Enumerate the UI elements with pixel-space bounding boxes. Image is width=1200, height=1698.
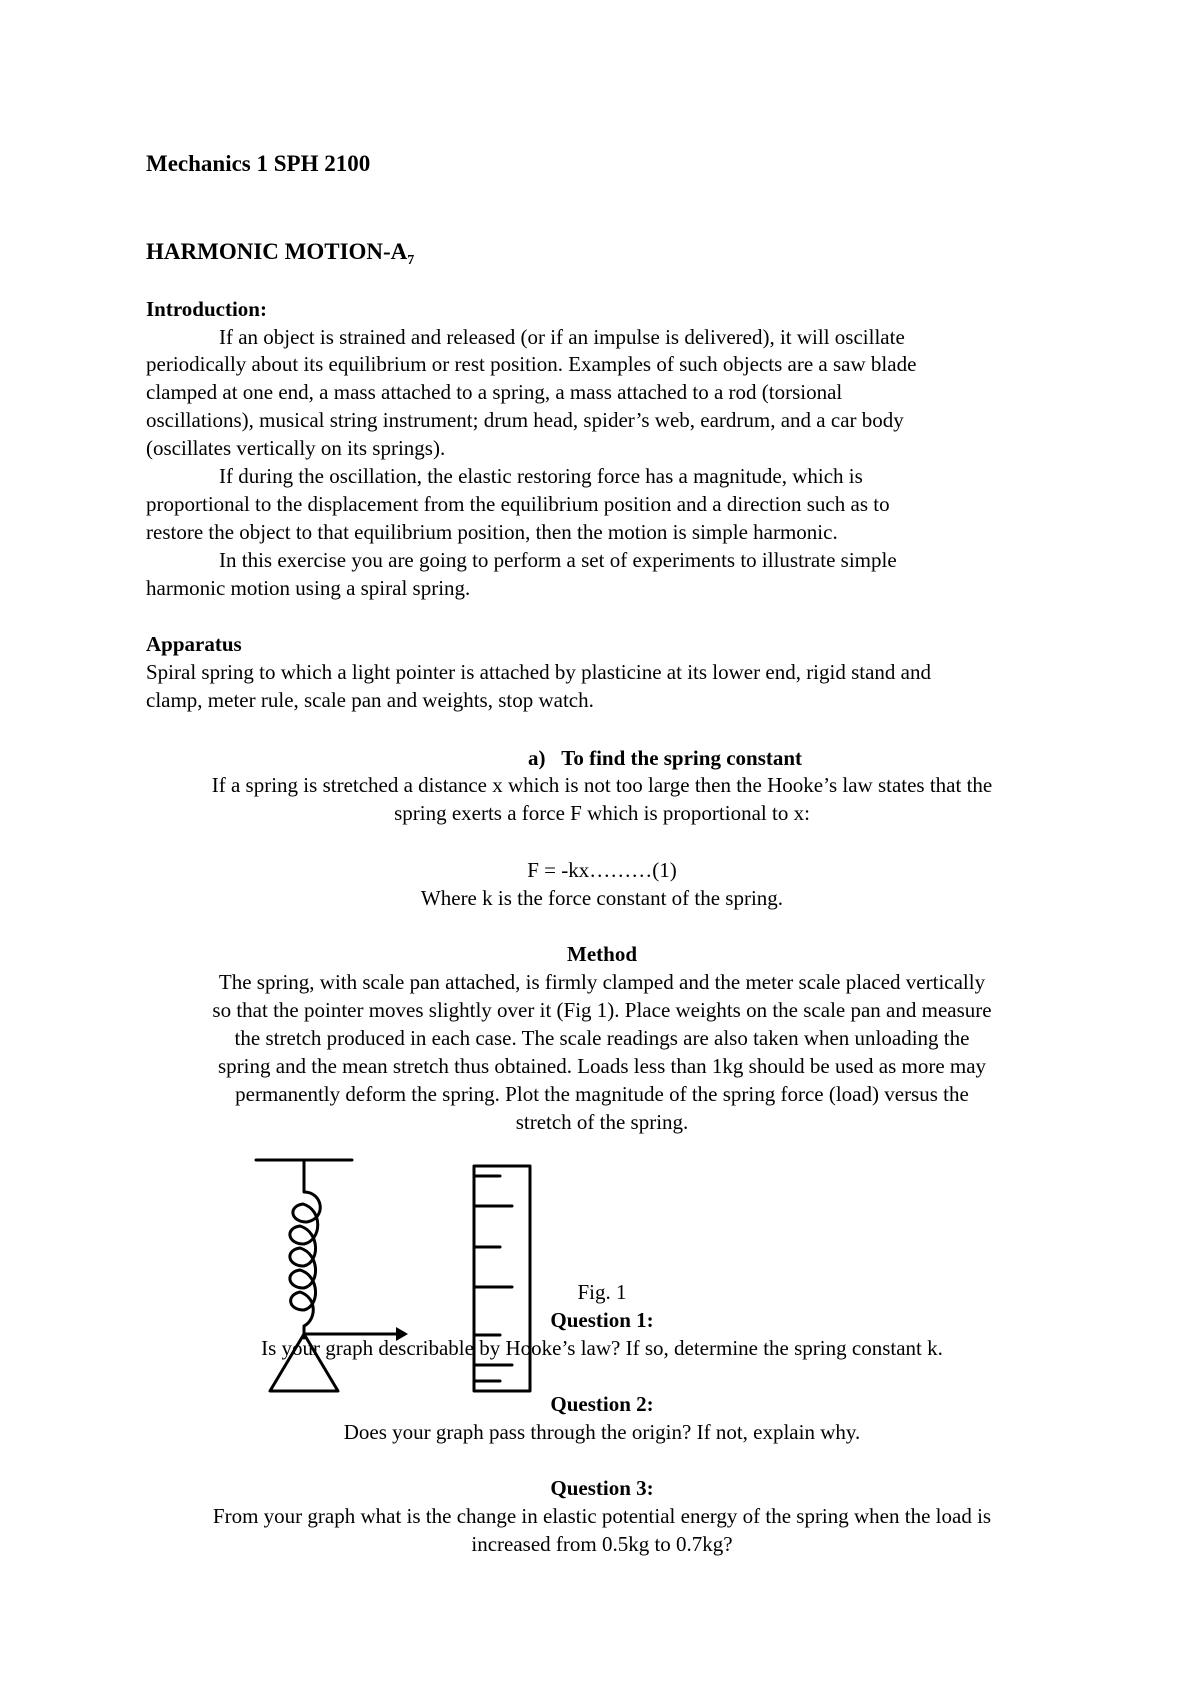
question-2-heading: Question 2:	[550, 1392, 654, 1416]
question-1-heading: Question 1:	[550, 1308, 654, 1332]
method-heading: Method	[567, 942, 637, 966]
part-a-heading-text: To find the spring constant	[561, 746, 803, 770]
intro-heading: Introduction:	[146, 297, 267, 321]
intro-line: periodically about its equilibrium or rest position. Examples of such objects are a saw blade	[146, 352, 917, 376]
method-line: stretch of the spring.	[515, 1110, 689, 1134]
figure-caption: Fig. 1	[577, 1280, 627, 1304]
method-line: The spring, with scale pan attached, is firmly clamped and the meter scale placed vertically	[218, 970, 986, 994]
question-3-text: From your graph what is the change in elastic potential energy of the spring when the load is	[212, 1504, 992, 1528]
intro-line: oscillations), musical string instrument; drum head, spider’s web, eardrum, and a car body	[146, 408, 904, 432]
question-3-heading: Question 3:	[550, 1476, 654, 1500]
method-line: so that the pointer moves slightly over it (Fig 1). Place weights on the scale pan and measure	[212, 998, 992, 1022]
meter-rule	[474, 1166, 530, 1391]
question-2-text: Does your graph pass through the origin? If not, explain why.	[343, 1420, 861, 1444]
course-title: Mechanics 1 SPH 2100	[146, 151, 371, 176]
part-a-marker: a)	[528, 746, 546, 770]
intro-line: proportional to the displacement from the equilibrium position and a direction such as to	[146, 492, 890, 516]
method-line: spring and the mean stretch thus obtained. Loads less than 1kg should be used as more may	[217, 1054, 987, 1078]
part-a-line: If a spring is stretched a distance x which is not too large then the Hooke’s law states that the	[211, 773, 993, 797]
part-a-line: spring exerts a force F which is proportional to x:	[394, 801, 810, 825]
section-title-subscript: 7	[407, 253, 415, 268]
intro-line: restore the object to that equilibrium position, then the motion is simple harmonic.	[146, 520, 838, 544]
intro-line: (oscillates vertically on its springs).	[146, 436, 446, 460]
intro-line: In this exercise you are going to perform a set of experiments to illustrate simple	[219, 548, 897, 572]
intro-line: harmonic motion using a spiral spring.	[146, 576, 471, 600]
question-3-text: increased from 0.5kg to 0.7kg?	[471, 1532, 733, 1556]
scale-pan	[270, 1334, 338, 1391]
method-line: permanently deform the spring. Plot the magnitude of the spring force (load) versus the	[235, 1082, 969, 1106]
apparatus-heading: Apparatus	[146, 632, 242, 656]
section-title-text: HARMONIC MOTION-A	[146, 239, 408, 264]
method-line: the stretch produced in each case. The scale readings are also taken when unloading the	[234, 1026, 970, 1050]
apparatus-line: Spiral spring to which a light pointer is attached by plasticine at its lower end, rigid stand and	[146, 660, 931, 684]
intro-line: clamped at one end, a mass attached to a spring, a mass attached to a rod (torsional	[146, 380, 843, 404]
intro-line: If during the oscillation, the elastic restoring force has a magnitude, which is	[219, 464, 863, 488]
equation-note: Where k is the force constant of the spring.	[420, 886, 784, 910]
pointer-arrowhead	[396, 1327, 408, 1341]
spiral-spring	[290, 1160, 320, 1338]
apparatus-line: clamp, meter rule, scale pan and weights, stop watch.	[146, 688, 594, 712]
hookes-law-equation: F = -kx………(1)	[527, 858, 677, 882]
question-1-text: Is your graph describable by Hooke’s law? If so, determine the spring constant k.	[261, 1336, 943, 1360]
intro-line: If an object is strained and released (or if an impulse is delivered), it will oscillate	[219, 325, 905, 349]
